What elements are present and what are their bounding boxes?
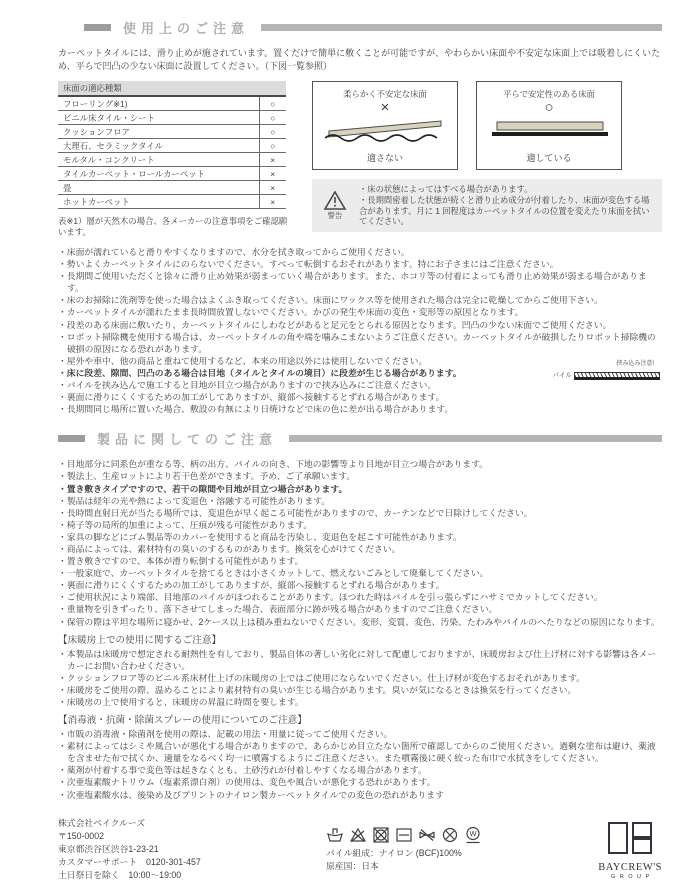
- diagram-unsuitable-floor: 柔らかく不安定な床面 × 適さない: [312, 81, 458, 170]
- usage-section-header: [58, 18, 662, 37]
- precaution-item: ・商品によっては、素材特有の臭いのするものがあります。換気を心がけてください。: [58, 543, 401, 554]
- wet-clean-icon: [464, 826, 482, 844]
- warning-line: ・床の状態によってはすべる場合があります。: [359, 184, 533, 194]
- precaution-item: ・裏面に滑りにくくするための加工がしてありますが、縦部へ接触するとずれる場合があります。: [58, 392, 445, 403]
- cross-mark: ×: [380, 99, 390, 116]
- precaution-item: ・重量物を引きずったり、落下させてしまった場合、表面部分に跡が残る場合がありますのでご注意ください。: [58, 604, 498, 615]
- precaution-item: ・家具の脚などにゴム製品等のカバーを使用すると商品を汚染し、変退色を起こす可能性があります。: [58, 531, 462, 542]
- precaution-item: ・置き敷きですので、本体が滑り転倒する可能性があります。: [58, 556, 304, 567]
- warning-text: [359, 184, 653, 227]
- floor-type-label: ビニル床タイル・シート: [58, 111, 259, 125]
- header-rule-bar: [261, 24, 662, 31]
- flat-floor-illustration: [485, 115, 613, 141]
- logo-wordmark: BAYCREW'S: [598, 861, 662, 873]
- precaution-item: ・床暖房の上で使用すると、床暖房の昇温に時間を要します。: [58, 697, 304, 707]
- no-tumble-dry-icon: [372, 826, 390, 844]
- product-section-header: [58, 429, 662, 448]
- company-name: 株式会社ベイクルーズ: [58, 817, 146, 828]
- precaution-item: ・製法上、生産ロットにより若干色差ができます。予め、ご了承願います。: [58, 471, 356, 482]
- usage-precautions-list: [58, 246, 662, 415]
- precaution-item: ・屋外や車中、他の商品と重ねて使用するなど、本来の用途以外には使用しないでください。: [58, 355, 428, 366]
- floor-heating-heading: 【床暖房上での使用に関するご注意】: [58, 634, 222, 646]
- pile-pinch-diagram: 挟み込み注意! パイル: [542, 358, 660, 382]
- suitability-mark: ○: [259, 139, 286, 153]
- precaution-item: ・勢いよくカーペットタイルにのらないでください。すべって転倒するおそれがあります。特にお子さまにはご注意ください。: [58, 259, 559, 270]
- precaution-item: ・床面が濡れていると滑りやすくなりますので、水分を拭き取ってからご使用ください。: [58, 247, 410, 257]
- baycrews-monogram-icon: [607, 821, 653, 855]
- floor-type-label: タイルカーペット・ロールカーペット: [58, 167, 259, 181]
- suitability-diagrams: [312, 81, 662, 170]
- table-footnote: 表※1）層が天然木の場合、各メーカーの注意事項をご確認願います。: [58, 216, 288, 237]
- product-precautions-list: [58, 458, 662, 627]
- suitability-mark: ×: [259, 181, 286, 195]
- footer: [58, 817, 662, 883]
- usage-section-title: 使用上のご注意: [123, 21, 250, 36]
- hand-wash-icon: [326, 826, 344, 844]
- svg-text:W: W: [469, 828, 477, 838]
- care-and-composition: [326, 817, 566, 883]
- warning-label: 警告: [327, 210, 343, 220]
- product-section-title: 製品に関してのご注意: [97, 432, 278, 448]
- precaution-item: ・ご使用状況により端部、目地部のパイルがほつれることがあります。ほつれた時はパイルを引っ張らずにハサミでカットしてください。: [58, 592, 603, 603]
- diagram-suitable-floor: 平らで安定性のある床面 ○ 適している: [476, 81, 622, 170]
- precaution-item: ・床のお掃除に洗剤等を使った場合はよくふき取ってください。床面にワックス等を使用された場合は完全に乾燥してからご使用下さい。: [58, 295, 603, 306]
- table-row: [58, 96, 286, 111]
- precaution-item: ・長時間直射日光が当たる場所では、変退色が早く起こる可能性がありますので、カーテンなどで日除けしてください。: [58, 507, 533, 518]
- flat-dry-icon: [395, 826, 413, 844]
- table-row: [58, 167, 286, 181]
- table-row: [58, 125, 286, 139]
- suitability-mark: ×: [259, 167, 286, 181]
- intro-paragraph: カーペットタイルには、滑り止めが施されています。置くだけで簡単に敷くことが可能ですが、やわらかい床面や不安定な床面上では吸着しにくいため、平らで凹凸の少ない床面に設置してください。（下図一覧参照）: [58, 48, 661, 71]
- table-header: 床面の適応種類: [58, 81, 286, 96]
- floor-type-label: 大理石、セラミックタイル: [58, 139, 259, 153]
- precaution-item: ・素材によってはシミや風合いが悪化する場合がありますので、あらかじめ目立たない箇所で確認してからのご使用ください。過剰な塗布は避け、薬液を含ませた布で拭くか、適量をなるべく均一に噴霧するようにご注意ください。また噴霧後に硬く絞った布巾で水拭きをしてください。: [58, 741, 656, 764]
- floor-heating-list: [58, 648, 662, 708]
- precaution-item: ・一般家庭で、カーペットタイルを捨てるときは小さくカットして、燃えないごみとして廃棄してください。: [58, 568, 489, 579]
- precaution-item: ・製品は経年の光や熱によって変退色・溶融する可能性があります。: [58, 495, 331, 506]
- logo-group-label: GROUP: [611, 873, 654, 880]
- precaution-item: ・床に段差、隙間、凹凸のある場合は目地（タイルとタイルの境目）に段差が生じる場合があります。: [58, 367, 462, 378]
- precaution-item: ・クッションフロア等のビニル系床材仕上げの床暖房の上ではご使用にならないでください。仕上げ材が変色するおそれがあります。: [58, 672, 585, 683]
- postal-code: 〒150-0002: [58, 830, 104, 841]
- precaution-item: ・目地部分に同系色が重なる等、柄の出方、パイルの向き、下地の影響等より目地が目立つ場合があります。: [58, 459, 488, 470]
- table-row: [58, 153, 286, 167]
- pile-composition: パイル組成：ナイロン (BCF)100%: [326, 847, 462, 858]
- precaution-item: ・裏面に滑りにくくするための加工がしてありますが、縦部へ接触するとずれる場合があります。: [58, 580, 445, 591]
- precaution-item: ・段差のある床面に敷いたり、カーペットタイルにしわなどがあると足元をとられる原因となります。凹凸の少ない床面でご使用ください。: [58, 319, 612, 330]
- table-row: [58, 181, 286, 195]
- table-row: [58, 111, 286, 125]
- suitability-mark: ○: [259, 96, 286, 111]
- floor-type-label: 畳: [58, 181, 259, 195]
- precaution-item: ・薬剤が付着する事で変色等は起きなくとも、土砂汚れが付着しやすくなる場合があります。: [58, 765, 427, 776]
- precaution-item: ・本製品は床暖房で想定される耐熱性を有しており、製品自体の著しい劣化に対して配慮しておりますが、床暖房および仕上げ材に対する影響は各メーカーにお問い合わせください。: [58, 648, 657, 671]
- country-of-origin: 原産国：日本: [326, 860, 379, 871]
- no-dry-clean-icon: [441, 826, 459, 844]
- precaution-item: ・カーペットタイルが濡れたまま長時間放置しないでください。かびの発生や床面の変色・変形等の原因となります。: [58, 307, 524, 318]
- precaution-item: ・ロボット掃除機を使用する場合は、カーペットタイルの角や端を噛みこまないようご注意ください。カーペットタイルが破損したりロボット掃除機の破損の原因になる恐れがあります。: [58, 331, 656, 354]
- suitability-mark: ×: [259, 153, 286, 167]
- header-accent-bar: [58, 435, 85, 442]
- warning-line: ・長期間密着した状態が続くと滑り止め成分が付着したり、床面が変色する場合があります。月に 1 回程度はカーペットタイルの位置を変えたり床面を拭いてください。: [359, 194, 650, 227]
- header-accent-bar: [84, 24, 111, 31]
- precaution-item: ・保管の際は平坦な場所に寝かせ、2ケース以上は積み重ねないでください。変形、変質、変色、汚染、たわみやパイルのへたりなどの原因になります。: [58, 616, 660, 627]
- precaution-item: ・次亜塩素酸ナトリウム（塩素系漂白剤）の使用は、変色や風合いが悪化する恐れがあります。: [58, 777, 436, 788]
- table-row: [58, 195, 286, 209]
- precaution-item: ・床暖房をご使用の際、温めることにより素材特有の臭いが生じる場合があります。臭いが気になるときは換気を行ってください。: [58, 684, 577, 695]
- precaution-item: ・椅子等の局所的加重によって、圧痕が残る可能性があります。: [58, 519, 313, 530]
- floor-type-label: モルタル・コンクリート: [58, 153, 259, 167]
- suitability-mark: ○: [259, 125, 286, 139]
- company-address: 東京都渋谷区渋谷1-23-21: [58, 844, 159, 855]
- header-rule-bar: [289, 435, 662, 442]
- suitability-mark: ○: [259, 111, 286, 125]
- precaution-item: ・市販の消毒液・除菌剤を使用の際は、記載の用法・用量に従ってご使用ください。: [58, 729, 393, 740]
- care-symbol-row: [326, 826, 566, 844]
- floor-compatibility-table: [58, 81, 286, 209]
- disinfectant-list: [58, 728, 662, 801]
- wavy-floor-illustration: [321, 115, 449, 141]
- support-hours: 土日祭日を除く 10:00～19:00: [58, 870, 182, 881]
- floor-type-label: フローリング※1): [58, 96, 259, 111]
- precaution-item: ・置き敷きタイプですので、若干の隙間や目地が目立つ場合があります。: [58, 483, 348, 494]
- floor-type-label: ホットカーペット: [58, 195, 259, 209]
- precaution-item: ・長期間同じ場所に置いた場合、敷設の有無により日焼けなどで床の色に差が出る場合があります。: [58, 404, 454, 415]
- no-bleach-icon: [349, 826, 367, 844]
- floor-type-label: クッションフロア: [58, 125, 259, 139]
- precaution-item: ・パイルを挟み込んで施工すると目地が目立つ場合がありますので挟み込みにご注意ください。: [58, 380, 437, 391]
- table-and-diagrams: [58, 81, 662, 238]
- no-wring-icon: [418, 826, 436, 844]
- disinfectant-heading: 【消毒液・抗菌・除菌スプレーの使用についてのご注意】: [58, 715, 307, 727]
- table-row: [58, 139, 286, 153]
- warning-box: [312, 179, 662, 232]
- warning-triangle-icon: [324, 191, 346, 210]
- customer-support-phone: カスタマーサポート 0120-301-457: [58, 857, 201, 868]
- suitability-mark: ×: [259, 195, 286, 209]
- pile-bar-illustration: [574, 372, 660, 380]
- precaution-item: ・次亜塩素酸水は、後染め及びプリントのナイロン製カーペットタイルでの変色の恐れがあります: [58, 789, 444, 800]
- company-info: [58, 817, 326, 883]
- circle-mark: ○: [544, 99, 554, 116]
- precaution-item: ・長期間ご使用いただくと徐々に滑り止め効果が弱まっていく場合があります。また、ホコリ等の付着によっても滑り止め効果が弱まる場合があります。: [58, 271, 647, 294]
- baycrews-logo: [598, 817, 662, 883]
